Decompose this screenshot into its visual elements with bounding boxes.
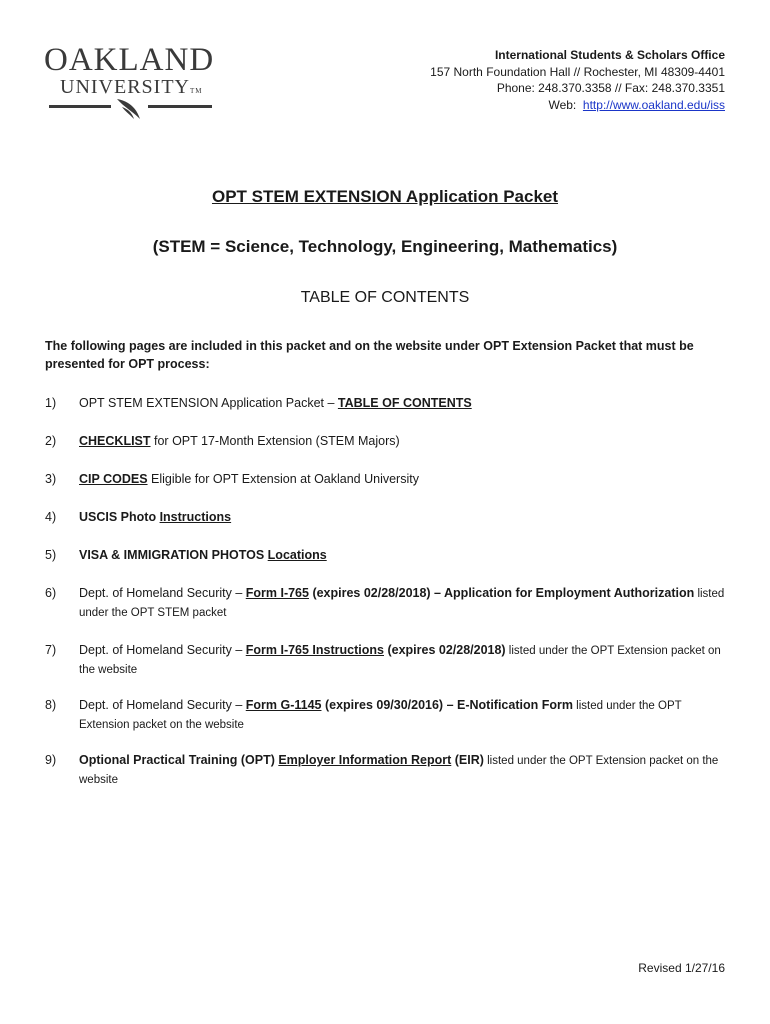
page-subtitle: (STEM = Science, Technology, Engineering, Mathematics) [152, 237, 618, 256]
office-phone: Phone: 248.370.3358 // Fax: 248.370.3351 [496, 81, 725, 95]
form-g1145-link[interactable]: Form G-1145 [245, 698, 322, 712]
page-title: OPT STEM EXTENSION Application Packet [211, 187, 559, 206]
toc-item-2: 2) CHECKLIST for OPT 17-Month Extension (STEM Majors) [45, 434, 400, 448]
toc-link[interactable]: TABLE OF CONTENTS [337, 396, 472, 410]
logo-bar-right [148, 105, 212, 108]
office-web: Web: http://www.oakland.edu/iss [548, 97, 725, 112]
form-i765-instructions-link[interactable]: Form I-765 Instructions [245, 643, 384, 657]
contact-block [430, 47, 725, 113]
photo-instructions-link[interactable]: Instructions [159, 510, 232, 524]
toc-item-5: 5) VISA & IMMIGRATION PHOTOS Locations [45, 548, 327, 562]
photo-locations-link[interactable]: Locations [267, 548, 327, 562]
toc-item-7: 7) Dept. of Homeland Security – Form I-765 Instructions (expires 02/28/2018) listed under the OPT Extension packet on the website [45, 643, 721, 676]
toc-heading: TABLE OF CONTENTS [300, 289, 470, 306]
toc-item-1: 1) OPT STEM EXTENSION Application Packet – TABLE OF CONTENTS [45, 396, 472, 410]
intro-text: The following pages are included in this packet and on the website under OPT Extension Packet that must be presented for OPT process: [45, 339, 694, 371]
revised-date: Revised 1/27/16 [638, 961, 725, 975]
toc-item-6: 6) Dept. of Homeland Security – Form I-765 (expires 02/28/2018) – Application for Employment Authorization listed under the OPT STEM packet [45, 586, 725, 619]
toc-item-4: 4) USCIS Photo Instructions [45, 510, 232, 524]
toc-item-8: 8) Dept. of Homeland Security – Form G-1145 (expires 09/30/2016) – E-Notification Form listed under the OPT Extension packet on the website [45, 698, 682, 731]
toc-item-9: 9) Optional Practical Training (OPT) Employer Information Report (EIR) listed under the OPT Extension packet on the website [45, 753, 719, 786]
form-i765-link[interactable]: Form I-765 [245, 586, 309, 600]
office-name: International Students & Scholars Office [494, 48, 725, 62]
employer-report-link[interactable]: Employer Information Report [278, 753, 452, 767]
trademark: TM [190, 87, 203, 95]
logo-line2: UNIVERSITYTM [60, 76, 203, 98]
logo-line1: OAKLAND [44, 42, 215, 78]
university-logo [44, 44, 224, 124]
office-address: 157 North Foundation Hall // Rochester, MI 48309-4401 [430, 64, 725, 79]
logo-bar-left [49, 105, 111, 108]
toc-item-3: 3) CIP CODES Eligible for OPT Extension at Oakland University [45, 472, 419, 486]
website-link[interactable]: http://www.oakland.edu/iss [582, 97, 725, 112]
sail-icon [114, 97, 144, 121]
cip-codes-link[interactable]: CIP CODES [79, 472, 148, 486]
checklist-link[interactable]: CHECKLIST [79, 434, 151, 448]
